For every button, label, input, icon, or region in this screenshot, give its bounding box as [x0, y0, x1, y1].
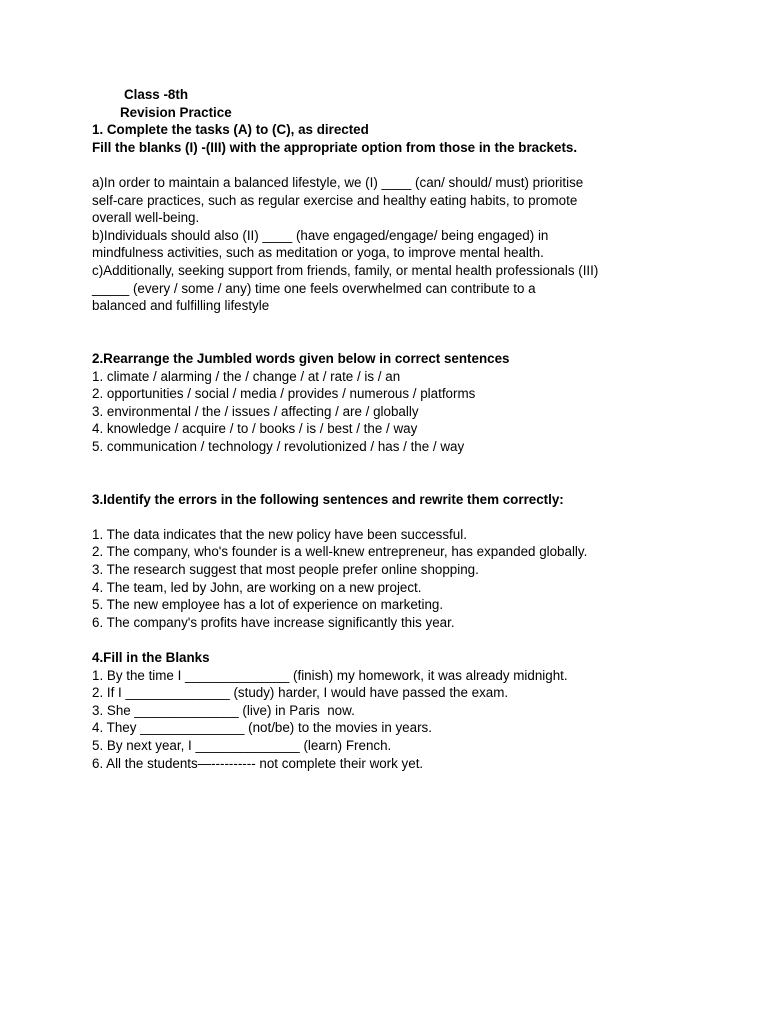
list-item: 5. communication / technology / revolutionized / has / the / way	[92, 438, 465, 454]
list-item: 2. The company, who's founder is a well-knew entrepreneur, has expanded globally.	[92, 544, 588, 560]
list-item: 2. If I ______________ (study) harder, I would have passed the exam.	[92, 685, 509, 701]
spacer	[92, 315, 652, 350]
section1-instruction: Fill the blanks (I) -(III) with the appropriate option from those in the brackets.	[92, 139, 578, 155]
list-item: 4. knowledge / acquire / to / books / is / best / the / way	[92, 421, 418, 437]
list-item: 5. The new employee has a lot of experience on marketing.	[92, 597, 444, 613]
list-item: 1. The data indicates that the new policy have been successful.	[92, 526, 467, 542]
list-item: 4. They ______________ (not/be) to the movies in years.	[92, 720, 432, 736]
section2-list	[92, 368, 652, 456]
passage-line: overall well-being.	[92, 210, 200, 226]
list-item: 4. The team, led by John, are working on a new project.	[92, 579, 422, 595]
list-item: 6. All the students—---------- not complete their work yet.	[92, 755, 424, 771]
spacer	[92, 455, 652, 490]
passage-line: mindfulness activities, such as meditation or yoga, to improve mental health.	[92, 245, 544, 261]
passage-line: _____ (every / some / any) time one feels overwhelmed can contribute to a	[92, 280, 536, 296]
list-item: 3. She ______________ (live) in Paris now.	[92, 702, 355, 718]
list-item: 5. By next year, I ______________ (learn) French.	[92, 737, 392, 753]
list-item: 1. climate / alarming / the / change / at / rate / is / an	[92, 368, 401, 384]
list-item: 1. By the time I ______________ (finish) my homework, it was already midnight.	[92, 667, 568, 683]
list-item: 6. The company's profits have increase significantly this year.	[92, 614, 455, 630]
section4-heading: 4.Fill in the Blanks	[92, 650, 210, 665]
document-title: Revision Practice	[120, 104, 232, 120]
passage-line: a)In order to maintain a balanced lifestyle, we (I) ____ (can/ should/ must) prioritise	[92, 174, 584, 190]
section1-passage	[92, 174, 652, 315]
list-item: 2. opportunities / social / media / provides / numerous / platforms	[92, 386, 476, 402]
list-item: 3. The research suggest that most people prefer online shopping.	[92, 562, 479, 578]
passage-line: self-care practices, such as regular exercise and healthy eating habits, to promote	[92, 192, 578, 208]
section3-heading: 3.Identify the errors in the following sentences and rewrite them correctly:	[92, 491, 564, 507]
passage-line: c)Additionally, seeking support from friends, family, or mental health professionals (III)	[92, 262, 599, 278]
section1-heading: 1. Complete the tasks (A) to (C), as directed	[92, 122, 369, 138]
document-body	[92, 86, 652, 772]
section3-list	[92, 526, 652, 632]
list-item: 3. environmental / the / issues / affecting / are / globally	[92, 403, 419, 419]
spacer	[92, 156, 652, 174]
passage-line: balanced and fulfilling lifestyle	[92, 298, 270, 314]
section2-heading: 2.Rearrange the Jumbled words given below in correct sentences	[92, 350, 510, 366]
spacer	[92, 631, 652, 649]
section4-list	[92, 667, 652, 773]
spacer	[92, 508, 652, 526]
passage-line: b)Individuals should also (II) ____ (have engaged/engage/ being engaged) in	[92, 227, 549, 243]
class-label: Class -8th	[124, 87, 188, 102]
